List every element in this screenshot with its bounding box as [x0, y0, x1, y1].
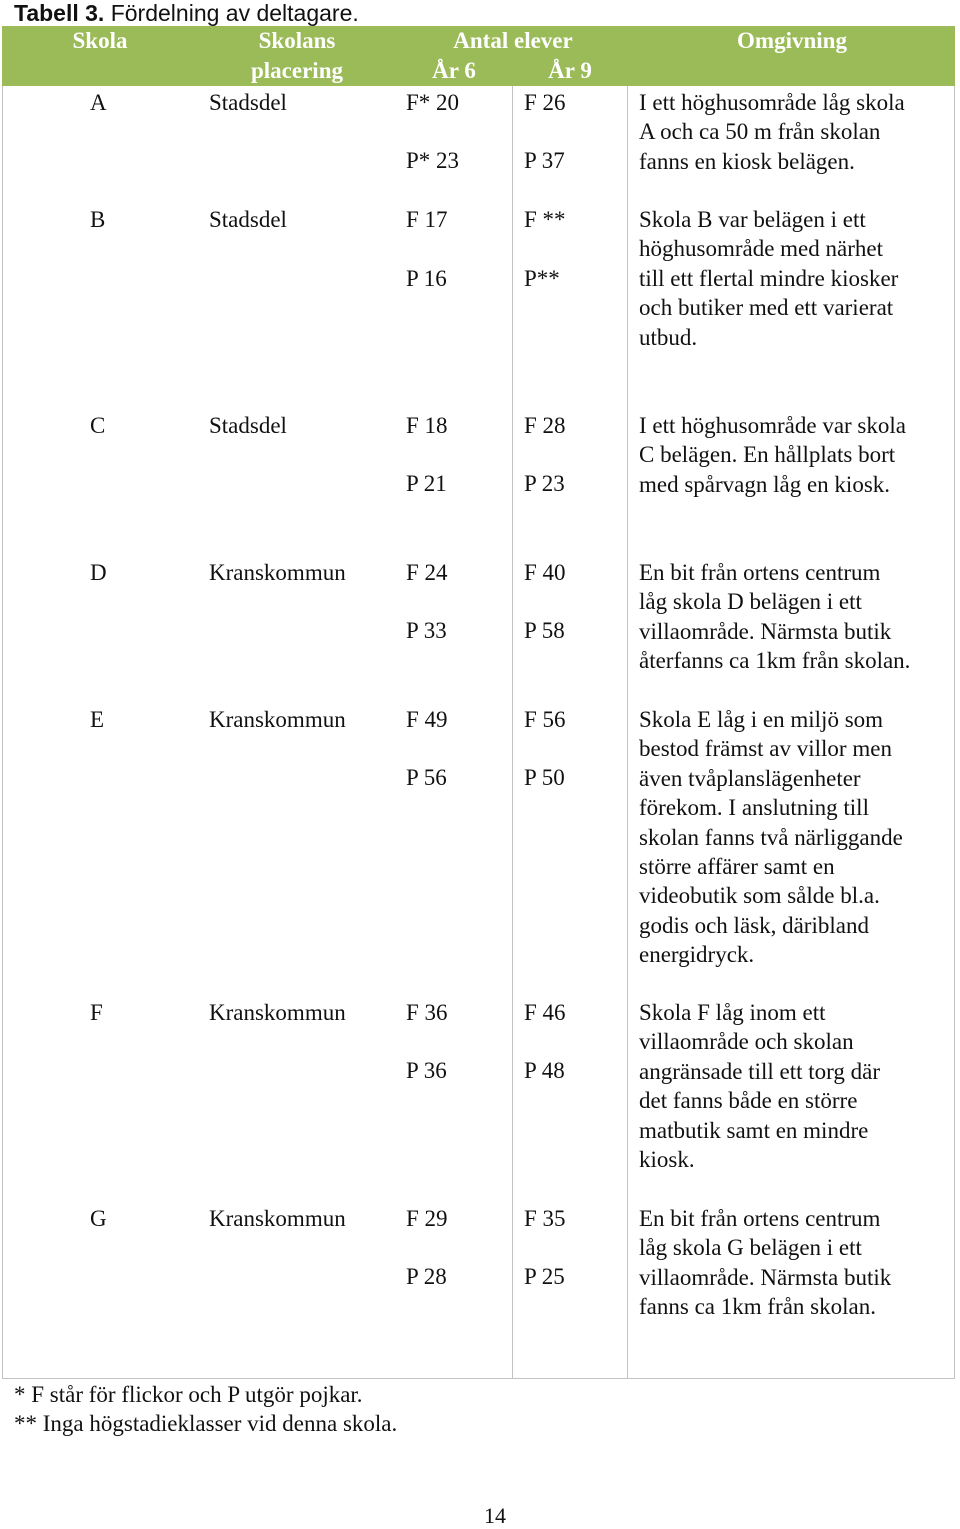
omgivning-line: C belägen. En hållplats bort: [639, 442, 896, 468]
table-header: [2, 26, 955, 86]
cell-skola: A: [90, 90, 107, 115]
cell-skola: D: [90, 560, 107, 585]
cell-skola: C: [90, 413, 106, 438]
omgivning-line: större affärer samt en: [639, 854, 835, 880]
omgivning-line: och butiker med ett varierat: [639, 295, 894, 321]
omgivning-line: utbud.: [639, 324, 698, 350]
header-placering-1: Skolans: [258, 28, 336, 53]
grid-line-col3: [512, 86, 513, 1379]
omgivning-line: Skola E låg i en miljö som: [639, 707, 884, 732]
omgivning-line: A och ca 50 m från skolan: [639, 119, 881, 145]
omgivning-line: En bit från ortens centrum: [639, 560, 881, 585]
omgivning-line: skolan fanns två närliggande: [639, 824, 903, 850]
cell-omgivning: [639, 411, 951, 499]
cell-skola: F: [90, 1000, 103, 1025]
omgivning-line: låg skola D belägen i ett: [639, 589, 862, 615]
omgivning-line: videobutik som sålde bl.a.: [639, 883, 880, 909]
cell-placering: Stadsdel: [209, 207, 287, 232]
cell-ar9-f: F 46: [524, 1000, 566, 1025]
omgivning-line: återfanns ca 1km från skolan.: [639, 648, 911, 674]
cell-omgivning: [639, 998, 951, 1174]
header-ar9: År 9: [548, 58, 592, 83]
caption-text: Fördelning av deltagare.: [104, 0, 359, 26]
cell-omgivning: [639, 1204, 951, 1322]
cell-placering: Kranskommun: [209, 707, 346, 732]
cell-ar9-p: P 23: [524, 471, 565, 496]
cell-ar9-p: P 50: [524, 765, 565, 790]
cell-placering: Stadsdel: [209, 413, 287, 438]
omgivning-line: fanns ca 1km från skolan.: [639, 1294, 876, 1320]
grid-line-col4: [627, 86, 628, 1379]
cell-omgivning: [639, 205, 951, 352]
cell-skola: G: [90, 1206, 107, 1231]
omgivning-line: förekom. I anslutning till: [639, 795, 869, 821]
grid-line-bottom: [2, 1378, 955, 1379]
omgivning-line: villaområde. Närmsta butik: [639, 1264, 892, 1290]
omgivning-line: Skola B var belägen i ett: [639, 207, 866, 232]
cell-skola: B: [90, 207, 106, 232]
cell-skola: E: [90, 707, 105, 732]
omgivning-line: med spårvagn låg en kiosk.: [639, 471, 891, 497]
cell-placering: Stadsdel: [209, 90, 287, 115]
omgivning-line: Skola F låg inom ett: [639, 1000, 826, 1025]
cell-ar6-f: F 36: [406, 1000, 448, 1025]
cell-ar6-f: F 18: [406, 413, 448, 438]
cell-ar9-f: F **: [524, 207, 566, 232]
cell-ar6-f: F 49: [406, 707, 448, 732]
cell-omgivning: [639, 88, 951, 176]
header-placering-2: placering: [251, 58, 343, 83]
table-caption: [14, 0, 359, 26]
header-antal: Antal elever: [453, 28, 573, 53]
omgivning-line: till ett flertal mindre kiosker: [639, 265, 899, 291]
cell-ar9-f: F 28: [524, 413, 566, 438]
omgivning-line: energidryck.: [639, 942, 755, 968]
omgivning-line: I ett höghusområde var skola: [639, 413, 906, 438]
omgivning-line: även tvåplanslägenheter: [639, 765, 861, 791]
cell-ar6-p: P 21: [406, 471, 447, 496]
header-ar6: År 6: [432, 58, 476, 83]
cell-ar9-f: F 35: [524, 1206, 566, 1231]
omgivning-line: matbutik samt en mindre: [639, 1117, 869, 1143]
cell-ar9-p: P 58: [524, 618, 565, 643]
cell-ar9-p: P**: [524, 266, 560, 291]
omgivning-line: fanns en kiosk belägen.: [639, 148, 855, 174]
cell-ar9-p: P 37: [524, 148, 565, 173]
grid-line-left: [2, 86, 3, 1379]
omgivning-line: angränsade till ett torg där: [639, 1058, 880, 1084]
cell-omgivning: [639, 558, 951, 676]
omgivning-line: villaområde och skolan: [639, 1029, 854, 1055]
omgivning-line: villaområde. Närmsta butik: [639, 618, 892, 644]
cell-placering: Kranskommun: [209, 1206, 346, 1231]
caption-label: Tabell 3.: [14, 0, 105, 26]
cell-ar9-f: F 26: [524, 90, 566, 115]
cell-ar9-f: F 40: [524, 560, 566, 585]
cell-ar6-p: P 33: [406, 618, 447, 643]
cell-ar9-p: P 48: [524, 1058, 565, 1083]
cell-ar6-f: F 24: [406, 560, 448, 585]
omgivning-line: det fanns både en större: [639, 1088, 858, 1114]
omgivning-line: låg skola G belägen i ett: [639, 1235, 862, 1261]
omgivning-line: höghusområde med närhet: [639, 236, 883, 262]
footnote-1: * F står för flickor och P utgör pojkar.: [14, 1382, 363, 1407]
omgivning-line: kiosk.: [639, 1147, 695, 1173]
cell-ar6-p: P 56: [406, 765, 447, 790]
cell-ar6-p: P 36: [406, 1058, 447, 1083]
page-number: 14: [484, 1503, 506, 1528]
omgivning-line: bestod främst av villor men: [639, 736, 892, 762]
cell-placering: Kranskommun: [209, 1000, 346, 1025]
header-omgivning: Omgivning: [737, 28, 847, 53]
cell-ar9-f: F 56: [524, 707, 566, 732]
omgivning-line: godis och läsk, däribland: [639, 912, 869, 938]
cell-placering: Kranskommun: [209, 560, 346, 585]
omgivning-line: I ett höghusområde låg skola: [639, 90, 905, 115]
header-skola: Skola: [72, 28, 128, 53]
cell-omgivning: [639, 705, 951, 970]
cell-ar6-f: F* 20: [406, 90, 460, 115]
cell-ar6-f: F 29: [406, 1206, 448, 1231]
cell-ar6-p: P* 23: [406, 148, 460, 173]
cell-ar6-f: F 17: [406, 207, 448, 232]
footnote-2: ** Inga högstadieklasser vid denna skola.: [14, 1411, 398, 1436]
cell-ar6-p: P 16: [406, 266, 447, 291]
omgivning-line: En bit från ortens centrum: [639, 1206, 881, 1231]
cell-ar6-p: P 28: [406, 1264, 447, 1289]
grid-line-right: [954, 86, 955, 1379]
cell-ar9-p: P 25: [524, 1264, 565, 1289]
